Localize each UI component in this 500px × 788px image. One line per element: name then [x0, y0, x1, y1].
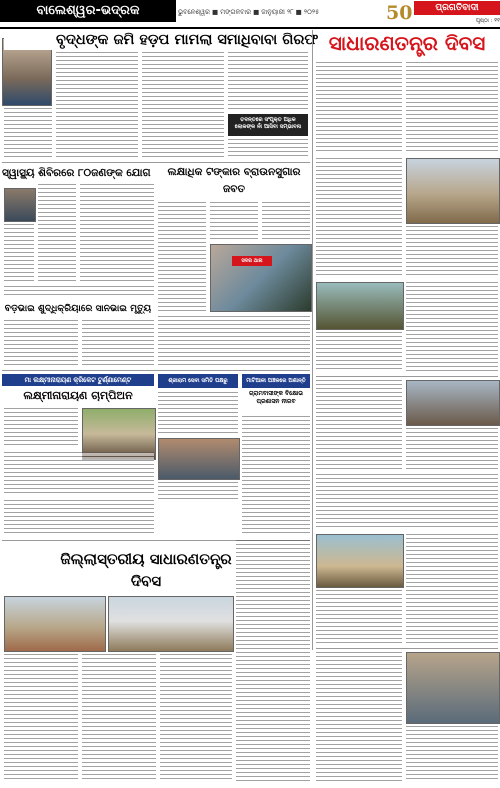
district-body-col4 — [236, 540, 310, 782]
district-body-left — [4, 500, 154, 536]
republic-body-col2 — [406, 62, 498, 154]
seizure-photo — [210, 244, 312, 312]
cricket-kicker: ମା ଲକ୍ଷ୍ମୀନାରାୟଣ କ୍ରିକେଟ ଟୁର୍ଣ୍ଣାମେଣ୍ଟ — [2, 374, 154, 386]
unrest-subheadline: ଗ୍ରାମବାସୀଙ୍କ ବିକ୍ଷୋଭ ପ୍ରଶାସନ ନୀରବ — [248, 390, 304, 405]
camp-photo — [4, 188, 36, 222]
dateline: ଭୁବନେଶ୍ୱର ■ ମଙ୍ଗଳବାର ■ ଜାନୁୟାରୀ ୨୮ ■ ୨୦୨୫ — [178, 8, 320, 16]
youth-body-col2 — [158, 482, 238, 502]
masthead-logo: ପ୍ରଗତିବାଦୀ — [414, 1, 500, 15]
camp-headline: ସ୍ୱାସ୍ଥ୍ୟ ଶିବିରରେ ୮୦ଜଣଙ୍କ ଯୋଗ — [2, 167, 151, 179]
death-body-col2 — [82, 320, 154, 366]
unrest-headline: ମାଟିଆଳୀ ଅଞ୍ଚଳରେ ଅଶାନ୍ତି — [242, 374, 310, 388]
inset-label: ସଦର ଥାନା — [232, 256, 272, 266]
right-lower-col1 — [316, 380, 402, 470]
district-parade-photo-1 — [4, 596, 106, 652]
lead-body-col5 — [228, 139, 308, 158]
cricket-body-col2 — [4, 452, 154, 496]
youth-headline: ଶ୍ରୀରାମ ସେବା ସମିତି ପକ୍ଷରୁ — [158, 374, 238, 388]
republic-body-col3 — [316, 158, 402, 278]
lead-body-col4 — [228, 52, 308, 112]
bottom-right-col2 — [406, 726, 498, 782]
republic-body-col1 — [316, 62, 402, 154]
republic-body-col6 — [316, 332, 402, 372]
bottom-right-col1 — [316, 652, 402, 782]
republic-body-col5 — [406, 282, 498, 372]
seizure-body-col4 — [158, 316, 310, 366]
lead-body-col3 — [142, 52, 224, 158]
cricket-headline: ଲକ୍ଷ୍ମୀନାରାୟଣ ଚାମ୍ପିଅନ — [23, 389, 133, 402]
right-lower-col3 — [316, 474, 498, 530]
district-parade-photo-2 — [108, 596, 234, 652]
right-lower-col5 — [316, 590, 402, 644]
page-number: ପୃଷ୍ଠା : ୧୧ — [475, 18, 500, 24]
seizure-body-col3 — [262, 202, 310, 242]
death-body-col1 — [4, 320, 78, 366]
section-title-banner: ବାଲେଶ୍ୱର-ଭଦ୍ରକ — [0, 0, 176, 22]
right-lower-photo-2 — [316, 534, 404, 588]
mid-body-col — [4, 286, 154, 298]
lead-callout: ତଦନ୍ତରେ ସଂପୃକ୍ତ ଅଧିକ ଲୋକଙ୍କ ନାଁ ଆସିବା ସମ୍ଭାବନା — [228, 114, 308, 136]
camp-body-col2 — [80, 184, 154, 284]
seizure-body-col1 — [158, 202, 206, 312]
republic-body-col4 — [406, 226, 498, 278]
unrest-body-col1 — [242, 416, 310, 536]
camp-body-col1 — [38, 184, 76, 284]
youth-photo — [158, 438, 240, 480]
camp-body-col0 — [4, 224, 34, 284]
bottom-right-photo — [406, 652, 500, 724]
right-lower-col2 — [406, 428, 498, 470]
seizure-body-col2 — [210, 202, 258, 242]
district-body-col1 — [4, 654, 78, 782]
seizure-headline: ଲକ୍ଷାଧିକ ଟଙ୍କାର ବ୍ରାଉନସୁଗାର ଜବତ — [167, 166, 301, 195]
death-headline: ବଡ଼ଭାଇ ଶୁଦ୍ଧିକ୍ରିୟାରେ ସାନଭାଇ ମୃତ୍ୟୁ — [4, 303, 152, 314]
lead-body-col1 — [4, 108, 52, 158]
district-headline: ଜିଲ୍ଲାସ୍ତରୀୟ ସାଧାରଣତନ୍ତ୍ର ଦିବସ — [60, 550, 232, 590]
lead-body-col2 — [56, 52, 138, 158]
district-body-col2 — [82, 654, 156, 782]
district-body-col3 — [160, 654, 232, 782]
youth-body-col1 — [158, 392, 238, 436]
right-lower-photo-1 — [406, 380, 500, 426]
lead-headline: ବୃଦ୍ଧଙ୍କ ଜମି ହଡ଼ପ ମାମଲା ସମାଧିବାବା ଗିରଫ — [4, 30, 308, 50]
anniversary-number: 50 — [386, 2, 413, 24]
republic-parade-photo — [406, 158, 500, 224]
right-lower-col4 — [406, 534, 498, 644]
republic-day-headline: ସାଧାରଣତନ୍ତ୍ର ଦିବସ — [328, 31, 486, 55]
anniversary-logo — [386, 2, 413, 26]
republic-photo-2 — [316, 282, 404, 330]
cricket-body-col1 — [4, 408, 78, 448]
